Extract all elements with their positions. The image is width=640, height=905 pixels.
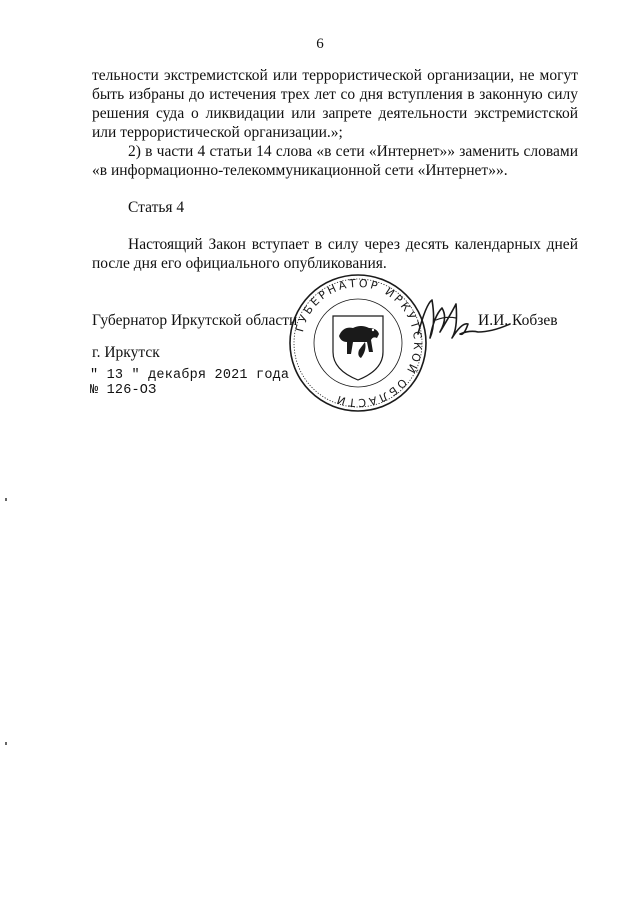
svg-text:ГУБЕРНАТОР ИРКУТСКОЙ ОБЛАСТИ: ГУБЕРНАТОР ИРКУТСКОЙ ОБЛАСТИ <box>293 276 425 410</box>
paragraph-continuation: тельности экстремистской или террористической организации, не могут быть избраны до истечения трех лет со дня вступления в законную силу решения суда о ликвидации или запрете деятельности экстремистской или террористической организации.»; <box>92 67 578 141</box>
article-text: Настоящий Закон вступает в силу через десять календарных дней после дня его официального опубликования. <box>92 236 578 272</box>
governor-name: И.И. Кобзев <box>478 312 558 329</box>
article-heading: Статья 4 <box>128 199 185 216</box>
document-body <box>92 66 578 273</box>
registration-number: № 126-ОЗ <box>90 383 157 398</box>
official-seal-icon <box>287 272 429 414</box>
city-line: г. Иркутск <box>92 344 160 361</box>
scan-edge-mark <box>5 742 7 745</box>
paragraph-amendment: 2) в части 4 статьи 14 слова «в сети «Интернет»» заменить словами «в информационно-телекоммуникационной сети «Интернет»». <box>92 143 578 179</box>
governor-title: Губернатор Иркутской области <box>92 312 298 329</box>
scan-edge-mark <box>5 498 7 501</box>
registration-date: " 13 " декабря 2021 года <box>90 368 290 383</box>
page-number: 6 <box>316 36 324 52</box>
